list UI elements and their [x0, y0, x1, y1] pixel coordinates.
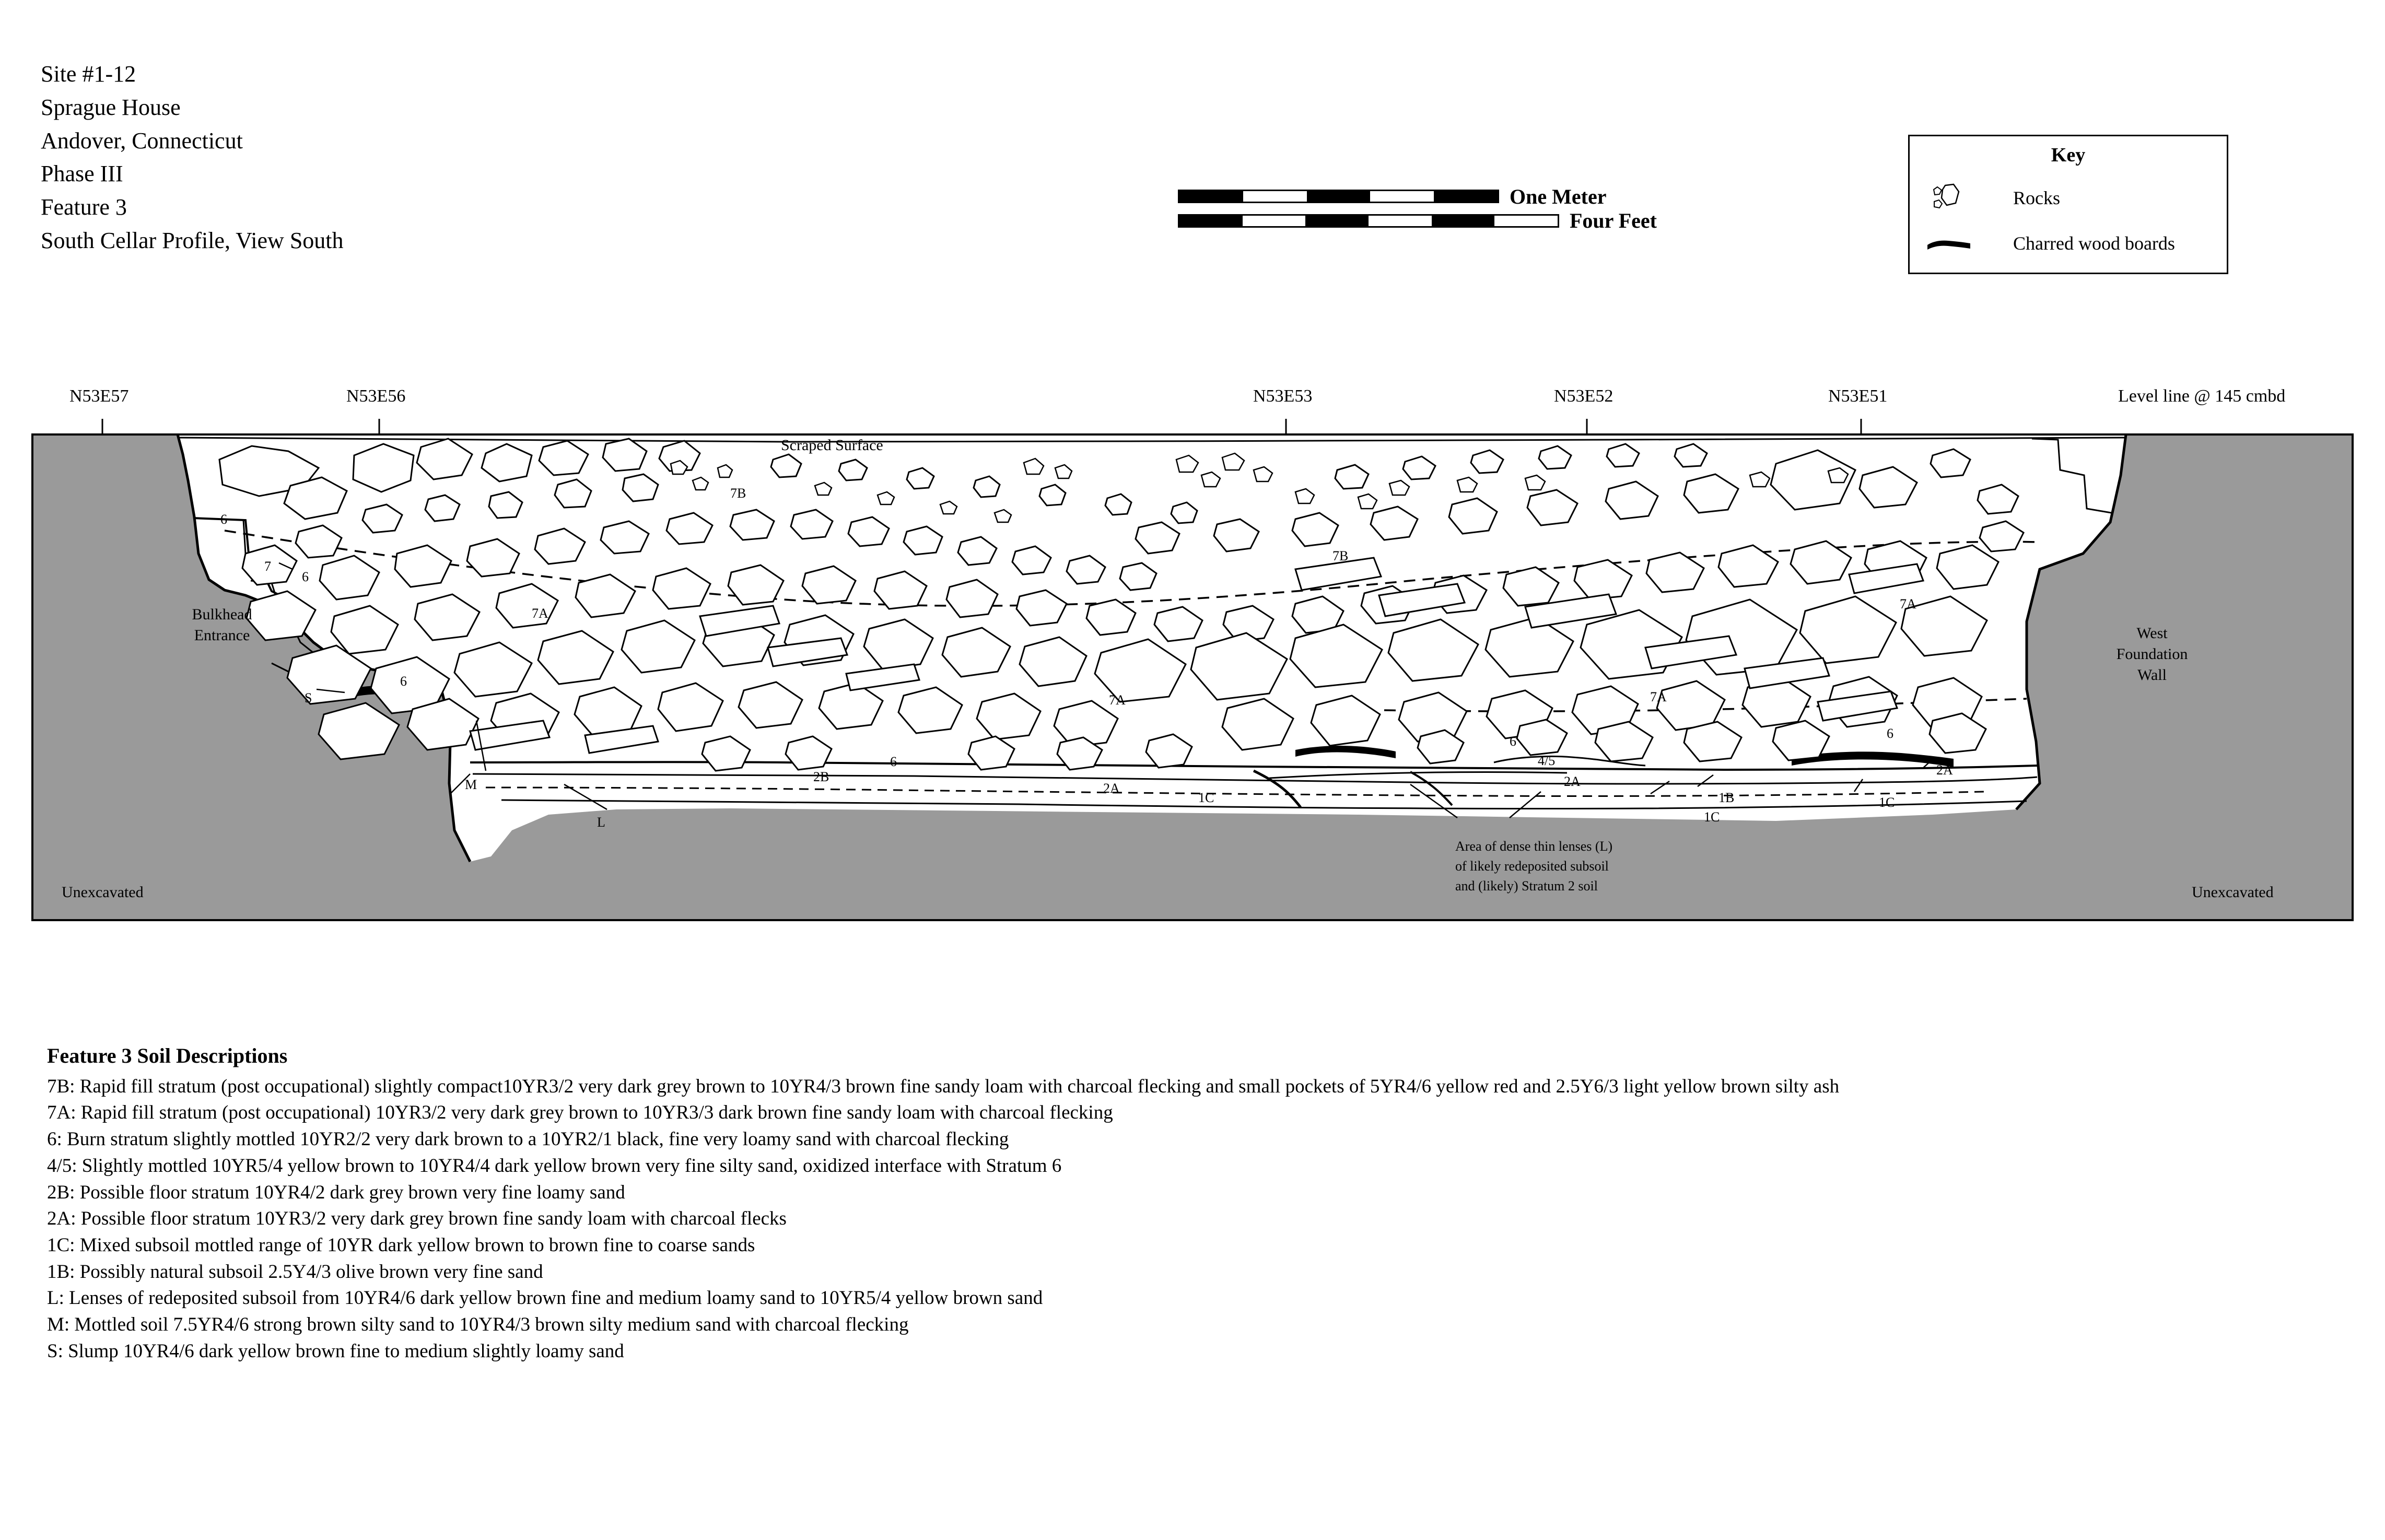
- stratum-label-1c-c: 1C: [1879, 795, 1895, 810]
- grid-label-n53e53: N53E53: [1253, 386, 1313, 406]
- grid-label-n53e57: N53E57: [69, 386, 129, 406]
- west-foundation-wall-label-line1: West: [2136, 625, 2168, 642]
- title-line-house: Sprague House: [41, 94, 181, 120]
- stratum-label-6-f: 6: [1887, 726, 1893, 741]
- stratum-label-m: M: [465, 777, 477, 792]
- soil-description-2b: 2B: Possible floor stratum 10YR4/2 dark grey brown very fine loamy sand: [47, 1181, 625, 1203]
- scale-bar-meter: [1178, 190, 1499, 203]
- stratum-label-7a-d: 7A: [1900, 596, 1916, 612]
- stratum-label-l: L: [597, 815, 605, 830]
- soil-description-1b: 1B: Possibly natural subsoil 2.5Y4/3 olive brown very fine sand: [47, 1261, 543, 1283]
- west-foundation-wall-label-line2: Foundation: [2116, 645, 2188, 663]
- key-row-rocks: [1925, 182, 2060, 214]
- scale-bars: [1178, 185, 1700, 247]
- stratum-label-2a-c: 2A: [1936, 762, 1953, 778]
- unexcavated-label-left: Unexcavated: [62, 884, 144, 901]
- stratum-label-7a-c: 7A: [1650, 689, 1667, 704]
- stratum-label-7: 7: [264, 559, 271, 574]
- grid-label-n53e56: N53E56: [346, 386, 406, 406]
- soil-description-1c: 1C: Mixed subsoil mottled range of 10YR dark yellow brown to brown fine to coarse sands: [47, 1234, 755, 1256]
- scraped-surface-label: Scraped Surface: [781, 437, 883, 454]
- title-line-phase: Phase III: [41, 161, 123, 187]
- stratum-label-7b-a: 7B: [730, 486, 746, 501]
- stratum-label-6-e: 6: [1510, 734, 1516, 749]
- title-line-feature: Feature 3: [41, 194, 127, 220]
- soil-description-4-5: 4/5: Slightly mottled 10YR5/4 yellow brown to 10YR4/4 dark yellow brown very fine silty sand, oxidized interface with Stratum 6: [47, 1155, 1062, 1177]
- soil-description-6: 6: Burn stratum slightly mottled 10YR2/2 very dark brown to a 10YR2/1 black, fine very loamy sand with charcoal flecking: [47, 1128, 1009, 1150]
- stratum-label-1b: 1B: [1718, 790, 1735, 805]
- key-box: [1908, 135, 2228, 274]
- soil-description-l: L: Lenses of redeposited subsoil from 10YR4/6 dark yellow brown fine and medium loamy sand to 10YR5/4 yellow brown sand: [47, 1287, 1043, 1309]
- level-line-label: Level line @ 145 cmbd: [2118, 386, 2286, 406]
- stratum-label-1c-b: 1C: [1704, 809, 1720, 825]
- profile-svg: [0, 397, 2385, 977]
- soil-descriptions-heading: Feature 3 Soil Descriptions: [47, 1044, 288, 1067]
- soil-descriptions-block: [47, 1042, 2293, 1365]
- dense-lenses-note-line1: Area of dense thin lenses (L): [1455, 839, 1613, 854]
- soil-description-7a: 7A: Rapid fill stratum (post occupational) 10YR3/2 very dark grey brown to 10YR3/3 dark brown fine sandy loam with charcoal flecking: [47, 1102, 1113, 1124]
- stratum-label-2b: 2B: [813, 769, 829, 784]
- soil-description-m: M: Mottled soil 7.5YR4/6 strong brown silty sand to 10YR4/3 brown silty medium sand with charcoal flecking: [47, 1313, 909, 1335]
- scale-label-meter: One Meter: [1510, 185, 1607, 208]
- soil-description-7b: 7B: Rapid fill stratum (post occupational) slightly compact10YR3/2 very dark grey brown to 10YR4/3 brown fine sandy loam with charcoal flecking and small pockets of 5YR4/6 yellow red and 2.5Y6/3 light yellow brown silty ash: [47, 1075, 1840, 1097]
- soil-description-s: S: Slump 10YR4/6 dark yellow brown fine to medium slightly loamy sand: [47, 1340, 624, 1362]
- title-block: [41, 57, 344, 257]
- stratum-label-7a-a: 7A: [532, 606, 548, 621]
- key-row-boards: [1925, 228, 2175, 259]
- stratum-label-2a-a: 2A: [1103, 781, 1120, 796]
- grid-label-n53e51: N53E51: [1828, 386, 1888, 406]
- title-line-location: Andover, Connecticut: [41, 127, 243, 154]
- stratum-label-6-a: 6: [220, 512, 227, 527]
- key-label-rocks: Rocks: [2013, 187, 2060, 208]
- key-label-boards: Charred wood boards: [2013, 233, 2175, 254]
- bulkhead-entrance-label-line1: Bulkhead: [192, 606, 252, 623]
- feature-3-profile-drawing: [0, 386, 2385, 977]
- title-line-profile: South Cellar Profile, View South: [41, 227, 344, 253]
- unexcavated-label-right: Unexcavated: [2192, 884, 2274, 901]
- scale-label-feet: Four Feet: [1570, 209, 1657, 232]
- key-title: Key: [2051, 144, 2086, 166]
- west-foundation-wall-label-line3: Wall: [2137, 666, 2167, 684]
- stratum-label-7b-b: 7B: [1332, 548, 1349, 563]
- stratum-label-4-5: 4/5: [1538, 753, 1556, 768]
- charred-board-icon: [1925, 228, 2004, 259]
- stratum-label-7a-b: 7A: [1109, 692, 1126, 708]
- stratum-label-6-d: 6: [890, 754, 897, 769]
- dense-lenses-note-line2: of likely redeposited subsoil: [1455, 859, 1609, 874]
- stratum-label-2a-b: 2A: [1564, 774, 1581, 789]
- rocks-icon: [1925, 182, 2004, 214]
- bulkhead-entrance-label-line2: Entrance: [194, 627, 250, 644]
- stratum-label-6-c: 6: [400, 674, 407, 689]
- soil-description-2a: 2A: Possible floor stratum 10YR3/2 very dark grey brown fine sandy loam with charcoal flecks: [47, 1208, 787, 1230]
- stratum-label-6-b: 6: [302, 569, 309, 584]
- title-line-site: Site #1-12: [41, 61, 136, 87]
- grid-label-n53e52: N53E52: [1554, 386, 1614, 406]
- scale-bar-feet: [1178, 214, 1559, 228]
- stratum-label-1c-a: 1C: [1198, 790, 1214, 805]
- stratum-label-s: S: [305, 690, 312, 706]
- dense-lenses-note-line3: and (likely) Stratum 2 soil: [1455, 878, 1598, 894]
